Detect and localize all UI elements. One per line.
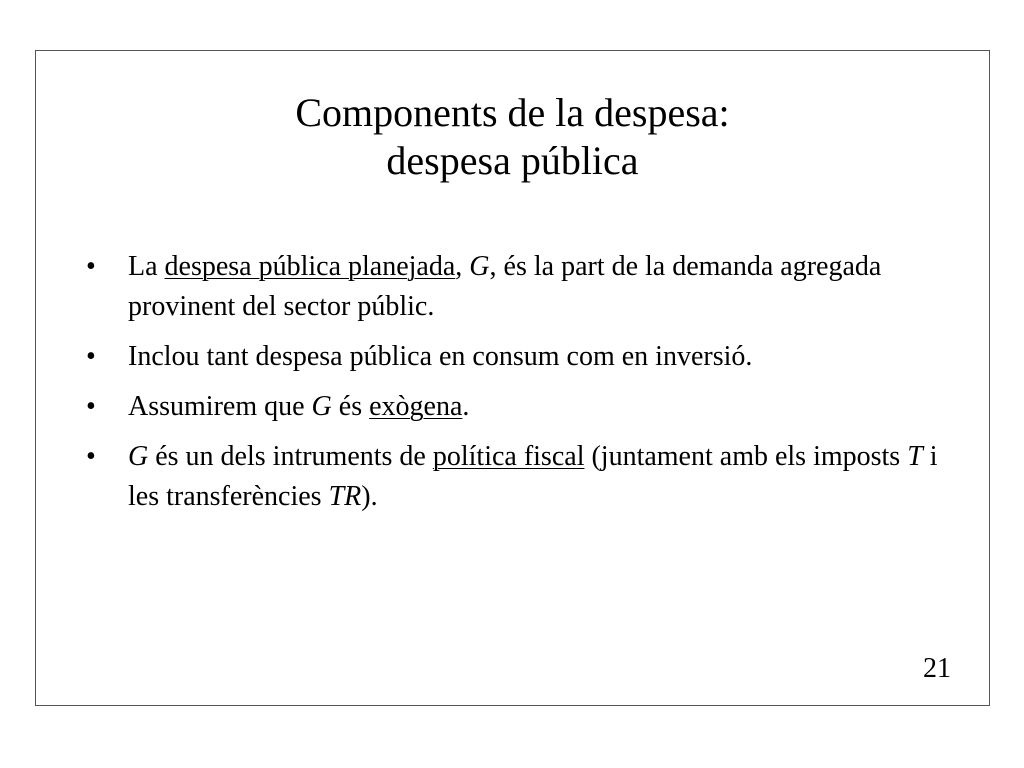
- bullet-dot-icon: •: [86, 341, 96, 372]
- text-segment: , és la part de la demanda agregada provinent del sector públic.: [128, 251, 882, 322]
- bullet-item: [86, 337, 946, 377]
- bullet-text: [128, 391, 469, 422]
- text-segment: ).: [361, 481, 378, 512]
- text-segment: .: [462, 391, 470, 422]
- italic-symbol: G: [311, 391, 332, 422]
- underlined-term: despesa pública planejada: [164, 251, 456, 282]
- slide-title: [36, 89, 989, 185]
- slide: [35, 50, 990, 706]
- page-number: 21: [923, 653, 951, 684]
- text-segment: Inclou tant despesa pública en consum com en inversió.: [128, 341, 753, 372]
- text-segment: La: [128, 251, 165, 282]
- text-segment: és: [331, 391, 370, 422]
- bullet-dot-icon: •: [86, 441, 96, 472]
- italic-symbol: G: [128, 441, 149, 472]
- italic-symbol: T: [907, 441, 923, 472]
- slide-title-line-2: despesa pública: [386, 138, 639, 183]
- bullet-text: [128, 341, 752, 372]
- bullet-item: [86, 437, 946, 517]
- text-segment: és un dels intruments de: [148, 441, 433, 472]
- italic-symbol: G: [469, 251, 490, 282]
- text-segment: (juntament amb els imposts: [584, 441, 908, 472]
- text-segment: i les transferències: [128, 441, 938, 512]
- bullet-text: [128, 441, 938, 512]
- slide-title-line-1: Components de la despesa:: [295, 90, 730, 135]
- underlined-term: política fiscal: [432, 441, 585, 472]
- bullet-item: [86, 387, 946, 427]
- text-segment: ,: [455, 251, 470, 282]
- bullet-item: [86, 247, 946, 327]
- italic-symbol: TR: [328, 481, 362, 512]
- text-segment: Assumirem que: [128, 391, 312, 422]
- bullet-text: [128, 251, 881, 322]
- bullet-dot-icon: •: [86, 251, 96, 282]
- bullet-list: [86, 247, 946, 527]
- bullet-dot-icon: •: [86, 391, 96, 422]
- underlined-term: exògena: [369, 391, 463, 422]
